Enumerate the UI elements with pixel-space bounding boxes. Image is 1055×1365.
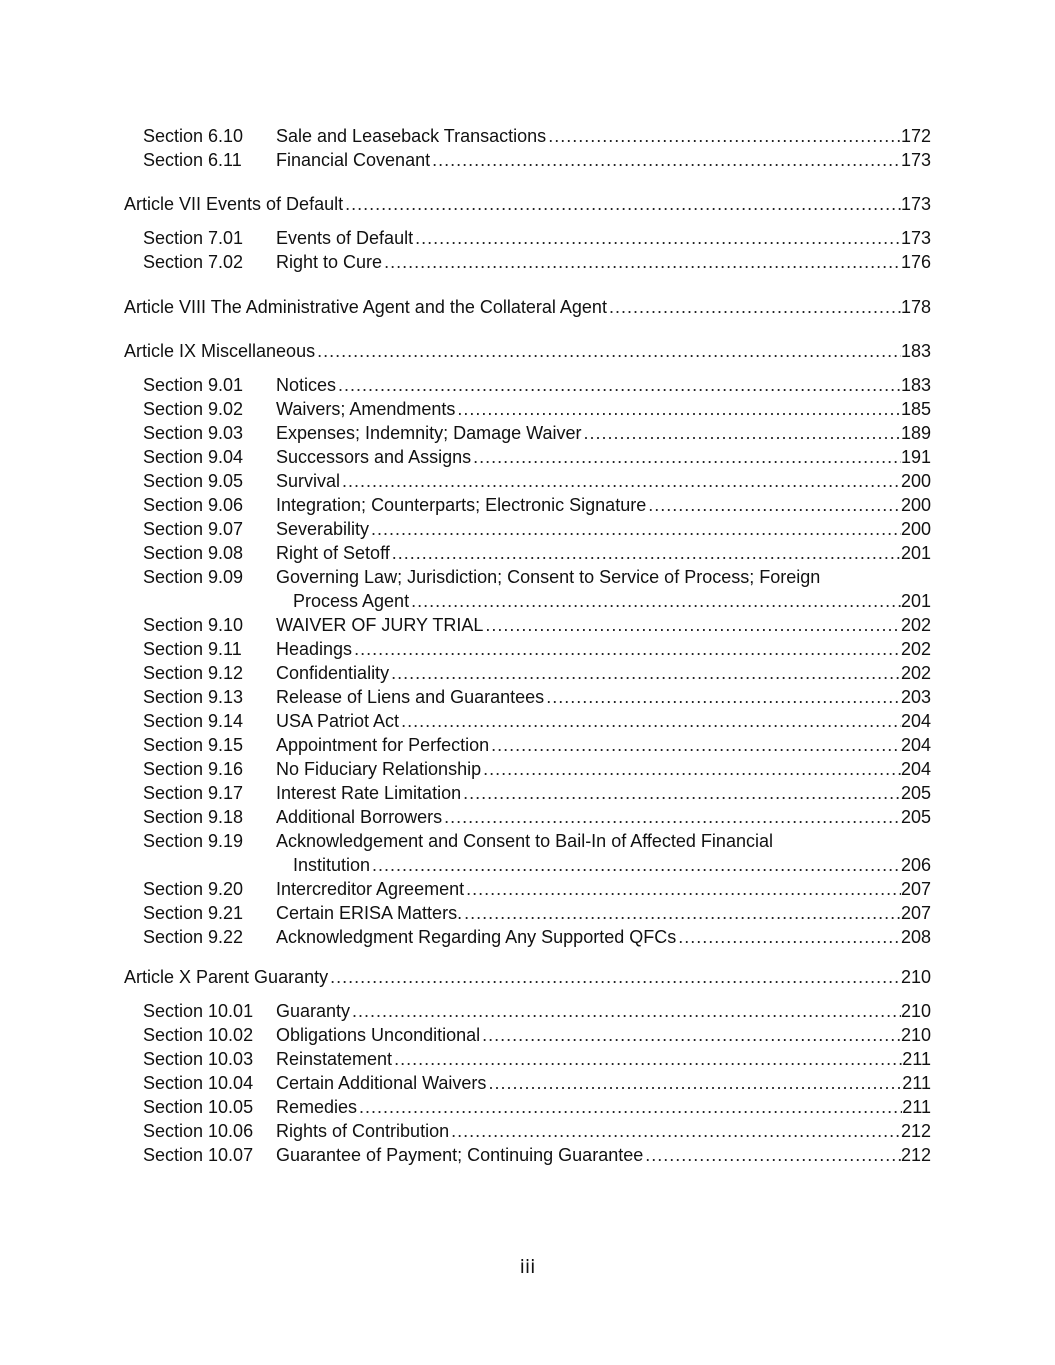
page-number: 200: [900, 495, 931, 515]
section-title: Expenses; Indemnity; Damage Waiver: [276, 423, 582, 443]
article-title: Article IX Miscellaneous: [124, 341, 316, 361]
section-number: Section 9.03: [143, 423, 244, 443]
page-number: 178: [900, 297, 931, 317]
section-title: Interest Rate Limitation: [276, 783, 462, 803]
dot-leader: [609, 295, 901, 319]
dot-leader: [485, 613, 901, 637]
page-number: 173: [900, 228, 931, 248]
dot-leader: [391, 661, 901, 685]
section-number: Section 7.02: [143, 252, 244, 272]
dot-leader: [463, 781, 901, 805]
toc-entry-section-9-06: [143, 493, 931, 517]
article-title: Article X Parent Guaranty: [124, 967, 329, 987]
page-number: 173: [900, 194, 931, 214]
section-number: Section 10.03: [143, 1049, 254, 1069]
page-number: 189: [900, 423, 931, 443]
page-number: 208: [900, 927, 931, 947]
page-number: 183: [900, 375, 931, 395]
section-title: Rights of Contribution: [276, 1121, 450, 1141]
dot-leader: [488, 1071, 902, 1095]
toc-entry-section-9-02: [143, 397, 931, 421]
dot-leader: [372, 853, 901, 877]
section-title: Successors and Assigns: [276, 447, 472, 467]
section-title: Obligations Unconditional: [276, 1025, 481, 1045]
toc-entry-section-9-17: [143, 781, 931, 805]
section-title: Notices: [276, 375, 337, 395]
section-title: Confidentiality: [276, 663, 390, 683]
section-number: Section 9.20: [143, 879, 244, 899]
dot-leader: [457, 397, 901, 421]
article-title: Article VII Events of Default: [124, 194, 344, 214]
toc-entry-section-9-03: [143, 421, 931, 445]
dot-leader: [648, 493, 901, 517]
section-number: Section 9.05: [143, 471, 244, 491]
toc-entry-section-9-14: [143, 709, 931, 733]
toc-entry-section-10-04: [143, 1071, 931, 1095]
dot-leader: [359, 1095, 902, 1119]
page-number: 172: [900, 126, 931, 146]
section-number: Section 9.02: [143, 399, 244, 419]
page-number: 201: [900, 543, 931, 563]
page-number: 205: [900, 807, 931, 827]
page-number: 204: [900, 711, 931, 731]
page-number: 183: [900, 341, 931, 361]
section-title: Right to Cure: [276, 252, 383, 272]
dot-leader: [317, 339, 901, 363]
section-number: Section 10.06: [143, 1121, 254, 1141]
toc-entry-article-10: [124, 965, 931, 989]
section-number: Section 9.10: [143, 615, 244, 635]
section-title: Release of Liens and Guarantees: [276, 687, 545, 707]
toc-entry-section-10-05: [143, 1095, 931, 1119]
page-number: 205: [900, 783, 931, 803]
dot-leader: [392, 541, 901, 565]
dot-leader: [451, 1119, 901, 1143]
section-number: Section 9.14: [143, 711, 244, 731]
dot-leader: [330, 965, 901, 989]
toc-entry-section-9-19: [143, 829, 931, 853]
section-title: Right of Setoff: [276, 543, 390, 563]
page-footer-number: iii: [519, 1256, 536, 1278]
section-title: Additional Borrowers: [276, 807, 443, 827]
page-number: 200: [900, 519, 931, 539]
section-title-continued: Process Agent: [293, 591, 410, 611]
page-number: 203: [900, 687, 931, 707]
section-title: Events of Default: [276, 228, 414, 248]
section-title: Certain Additional Waivers: [276, 1073, 487, 1093]
toc-entry-section-6-10: [143, 124, 931, 148]
toc-entry-section-10-07: [143, 1143, 931, 1167]
page-number: 173: [900, 150, 931, 170]
toc-entry-section-9-19-continued: [293, 853, 931, 877]
dot-leader: [546, 685, 901, 709]
section-title: Survival: [276, 471, 341, 491]
page-number: 211: [902, 1073, 931, 1093]
article-title: Article VIII The Administrative Agent and the Collateral Agent: [124, 297, 607, 317]
section-number: Section 9.01: [143, 375, 244, 395]
toc-entry-section-7-01: [143, 226, 931, 250]
dot-leader: [583, 421, 900, 445]
dot-leader: [345, 192, 901, 216]
section-title: Remedies: [276, 1097, 358, 1117]
dot-leader: [342, 469, 901, 493]
toc-entry-section-9-18: [143, 805, 931, 829]
section-title: Financial Covenant: [276, 150, 431, 170]
dot-leader: [464, 901, 901, 925]
page-number: 212: [900, 1121, 931, 1141]
section-number: Section 9.16: [143, 759, 244, 779]
section-number: Section 9.17: [143, 783, 244, 803]
section-number: Section 9.12: [143, 663, 244, 683]
page-number: 185: [900, 399, 931, 419]
dot-leader: [384, 250, 901, 274]
section-number: Section 10.02: [143, 1025, 254, 1045]
dot-leader: [645, 1143, 901, 1167]
section-number: Section 9.18: [143, 807, 244, 827]
page-number: 211: [902, 1049, 931, 1069]
page-number: 207: [900, 903, 931, 923]
toc-entry-section-10-06: [143, 1119, 931, 1143]
page-number: 202: [900, 663, 931, 683]
section-title: No Fiduciary Relationship: [276, 759, 482, 779]
page-number: 204: [900, 759, 931, 779]
section-title: Intercreditor Agreement: [276, 879, 465, 899]
section-title: Severability: [276, 519, 370, 539]
section-number: Section 9.19: [143, 831, 244, 851]
dot-leader: [352, 999, 901, 1023]
dot-leader: [411, 589, 901, 613]
page-number: 201: [900, 591, 931, 611]
page-number: 176: [900, 252, 931, 272]
section-number: Section 6.10: [143, 126, 244, 146]
section-number: Section 9.08: [143, 543, 244, 563]
page-number: 202: [900, 615, 931, 635]
toc-entry-section-9-21: [143, 901, 931, 925]
toc-entry-section-9-13: [143, 685, 931, 709]
dot-leader: [432, 148, 901, 172]
dot-leader: [482, 1023, 901, 1047]
dot-leader: [371, 517, 901, 541]
section-title: Acknowledgement and Consent to Bail-In of Affected Financial: [276, 831, 773, 851]
section-title: Guaranty: [276, 1001, 351, 1021]
section-title: Certain ERISA Matters.: [276, 903, 463, 923]
section-number: Section 10.07: [143, 1145, 254, 1165]
section-number: Section 9.06: [143, 495, 244, 515]
section-title-continued: Institution: [293, 855, 371, 875]
dot-leader: [548, 124, 901, 148]
dot-leader: [401, 709, 901, 733]
page-number: 204: [900, 735, 931, 755]
toc-entry-section-9-07: [143, 517, 931, 541]
toc-entry-section-9-01: [143, 373, 931, 397]
dot-leader: [338, 373, 901, 397]
section-title: Appointment for Perfection: [276, 735, 490, 755]
dot-leader: [483, 757, 901, 781]
section-title: Guarantee of Payment; Continuing Guarantee: [276, 1145, 644, 1165]
toc-entry-section-9-05: [143, 469, 931, 493]
page-number: 191: [900, 447, 931, 467]
toc-entry-article-7: [124, 192, 931, 216]
toc-entry-article-9: [124, 339, 931, 363]
toc-entry-section-9-11: [143, 637, 931, 661]
page-number: 200: [900, 471, 931, 491]
section-number: Section 9.11: [143, 639, 242, 659]
section-number: Section 6.11: [143, 150, 242, 170]
page-number: 210: [900, 967, 931, 987]
toc-entry-section-9-09: [143, 565, 931, 589]
section-title: Headings: [276, 639, 353, 659]
toc-entry-article-8: [124, 295, 931, 319]
toc-entry-section-9-20: [143, 877, 931, 901]
page-number: 206: [900, 855, 931, 875]
toc-entry-section-10-01: [143, 999, 931, 1023]
section-number: Section 9.13: [143, 687, 244, 707]
page-number: 202: [900, 639, 931, 659]
section-number: Section 9.15: [143, 735, 244, 755]
page-number: 207: [900, 879, 931, 899]
section-number: Section 10.01: [143, 1001, 254, 1021]
toc-entry-section-9-04: [143, 445, 931, 469]
section-number: Section 10.04: [143, 1073, 254, 1093]
section-number: Section 9.07: [143, 519, 244, 539]
section-number: Section 10.05: [143, 1097, 254, 1117]
section-number: Section 9.22: [143, 927, 244, 947]
toc-entry-section-10-03: [143, 1047, 931, 1071]
dot-leader: [678, 925, 901, 949]
toc-entry-section-9-10: [143, 613, 931, 637]
dot-leader: [354, 637, 901, 661]
page-number: 211: [902, 1097, 931, 1117]
section-number: Section 9.21: [143, 903, 244, 923]
page-number: 210: [900, 1001, 931, 1021]
dot-leader: [415, 226, 901, 250]
section-title: Acknowledgment Regarding Any Supported QFCs: [276, 927, 677, 947]
toc-entry-section-9-08: [143, 541, 931, 565]
toc-entry-section-9-15: [143, 733, 931, 757]
page-number: 210: [900, 1025, 931, 1045]
section-title: Integration; Counterparts; Electronic Signature: [276, 495, 647, 515]
dot-leader: [394, 1047, 902, 1071]
dot-leader: [466, 877, 901, 901]
dot-leader: [473, 445, 901, 469]
toc-entry-section-9-09-continued: [293, 589, 931, 613]
section-title: Sale and Leaseback Transactions: [276, 126, 547, 146]
section-number: Section 7.01: [143, 228, 244, 248]
toc-entry-section-7-02: [143, 250, 931, 274]
toc-entry-section-6-11: [143, 148, 931, 172]
toc-entry-section-9-22: [143, 925, 931, 949]
section-number: Section 9.09: [143, 567, 244, 587]
section-title: WAIVER OF JURY TRIAL: [276, 615, 484, 635]
toc-entry-section-9-12: [143, 661, 931, 685]
page-number: 212: [900, 1145, 931, 1165]
dot-leader: [444, 805, 901, 829]
toc-entry-section-9-16: [143, 757, 931, 781]
section-title: Reinstatement: [276, 1049, 393, 1069]
section-title: Waivers; Amendments: [276, 399, 456, 419]
dot-leader: [491, 733, 901, 757]
section-number: Section 9.04: [143, 447, 244, 467]
section-title: USA Patriot Act: [276, 711, 400, 731]
section-title: Governing Law; Jurisdiction; Consent to Service of Process; Foreign: [276, 567, 821, 587]
toc-entry-section-10-02: [143, 1023, 931, 1047]
